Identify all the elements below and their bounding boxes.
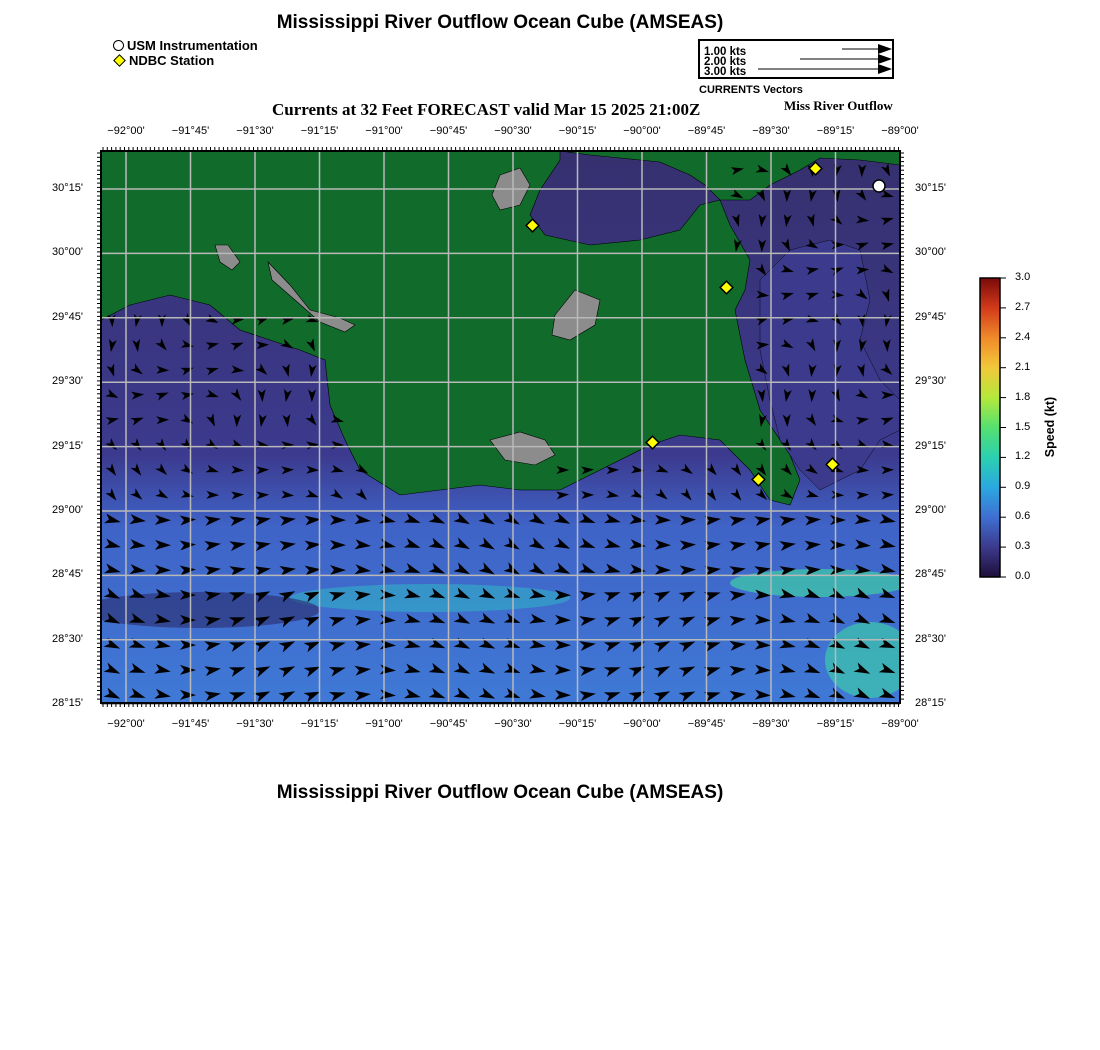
colorbar-tick-label: 2.1 <box>1015 360 1031 373</box>
fast-current-band <box>730 569 910 597</box>
latitude-label: 29°15' <box>52 439 83 452</box>
colorbar-tick-label: 1.8 <box>1015 390 1031 403</box>
longitude-label: −91°45' <box>171 718 210 730</box>
latitude-label: 30°00' <box>915 246 946 259</box>
colorbar-tick-label: 2.4 <box>1015 330 1031 343</box>
colorbar <box>980 278 1000 577</box>
longitude-label: −89°45' <box>687 718 726 730</box>
longitude-label: −90°45' <box>429 125 468 137</box>
longitude-label: −89°15' <box>816 718 855 730</box>
colorbar-tick-label: 0.9 <box>1015 480 1031 493</box>
longitude-label: −89°30' <box>752 718 790 730</box>
latitude-label: 30°00' <box>52 246 83 259</box>
colorbar-tick-label: 3.0 <box>1015 271 1031 283</box>
colorbar-tick-label: 1.5 <box>1015 420 1031 433</box>
longitude-label: −90°45' <box>429 718 468 730</box>
latitude-label: 28°15' <box>915 697 946 710</box>
latitude-label: 29°45' <box>915 310 946 323</box>
latitude-label: 30°15' <box>52 182 83 194</box>
latitude-label: 30°15' <box>915 182 946 194</box>
map-subtitle: Currents at 32 Feet FORECAST valid Mar 15 2025 21:00Z <box>272 100 701 119</box>
colorbar-tick-label: 0.6 <box>1015 510 1031 523</box>
vector-key-label-1: 1.00 kts <box>704 46 747 58</box>
fast-current-band <box>290 584 570 612</box>
latitude-label: 29°30' <box>915 375 946 388</box>
latitude-label: 28°15' <box>52 697 83 710</box>
colorbar-tick-label: 0.0 <box>1015 570 1031 582</box>
colorbar-tick-label: 1.2 <box>1015 450 1031 463</box>
latitude-label: 29°15' <box>915 439 946 452</box>
colorbar-label: Speed (kt) <box>1043 396 1057 458</box>
colorbar-ticks <box>1000 278 1006 577</box>
latitude-label: 28°45' <box>915 568 946 581</box>
longitude-label: −91°45' <box>171 125 210 137</box>
longitude-label: −91°15' <box>300 125 339 137</box>
latitude-label: 28°30' <box>915 632 946 645</box>
longitude-label: −91°00' <box>365 125 403 137</box>
longitude-label: −90°30' <box>494 125 532 137</box>
longitude-label: −91°00' <box>365 718 403 730</box>
latitude-label: 29°00' <box>915 504 946 516</box>
vector-key-label-3: 3.00 kts <box>704 66 747 78</box>
page-title: Mississippi River Outflow Ocean Cube (AMSEAS) <box>276 12 724 33</box>
longitude-label: −92°00' <box>107 718 145 730</box>
region-label: Miss River Outflow <box>784 98 893 113</box>
longitude-label: −91°30' <box>236 125 274 137</box>
colorbar-tick-label: 2.7 <box>1015 300 1031 313</box>
longitude-label: −89°00' <box>881 718 919 730</box>
latitude-label: 28°45' <box>52 568 83 581</box>
longitude-label: −91°30' <box>236 718 274 730</box>
longitude-label: −90°15' <box>558 718 597 730</box>
longitude-label: −90°30' <box>494 718 532 730</box>
longitude-label: −90°00' <box>623 718 661 730</box>
footer-title: Mississippi River Outflow Ocean Cube (AMSEAS) <box>276 782 724 803</box>
vector-key-label-2: 2.00 kts <box>704 56 747 68</box>
longitude-label: −91°15' <box>300 718 339 730</box>
longitude-label: −90°00' <box>623 125 661 137</box>
usm-instrument-marker <box>873 180 885 192</box>
colorbar-tick-label: 0.3 <box>1015 540 1031 553</box>
longitude-label: −89°00' <box>881 125 919 137</box>
legend-instrument-label: USM Instrumentation <box>127 38 258 53</box>
longitude-label: −89°45' <box>687 125 726 137</box>
latitude-label: 29°45' <box>52 310 83 323</box>
legend-station-label: NDBC Station <box>129 53 215 68</box>
latitude-label: 29°00' <box>52 504 83 516</box>
latitude-label: 28°30' <box>52 632 83 645</box>
longitude-label: −90°15' <box>558 125 597 137</box>
longitude-label: −89°30' <box>752 125 790 137</box>
longitude-label: −89°15' <box>816 125 855 137</box>
longitude-label: −92°00' <box>107 125 145 137</box>
vector-key-caption: CURRENTS Vectors <box>699 84 803 96</box>
latitude-label: 29°30' <box>52 375 83 388</box>
